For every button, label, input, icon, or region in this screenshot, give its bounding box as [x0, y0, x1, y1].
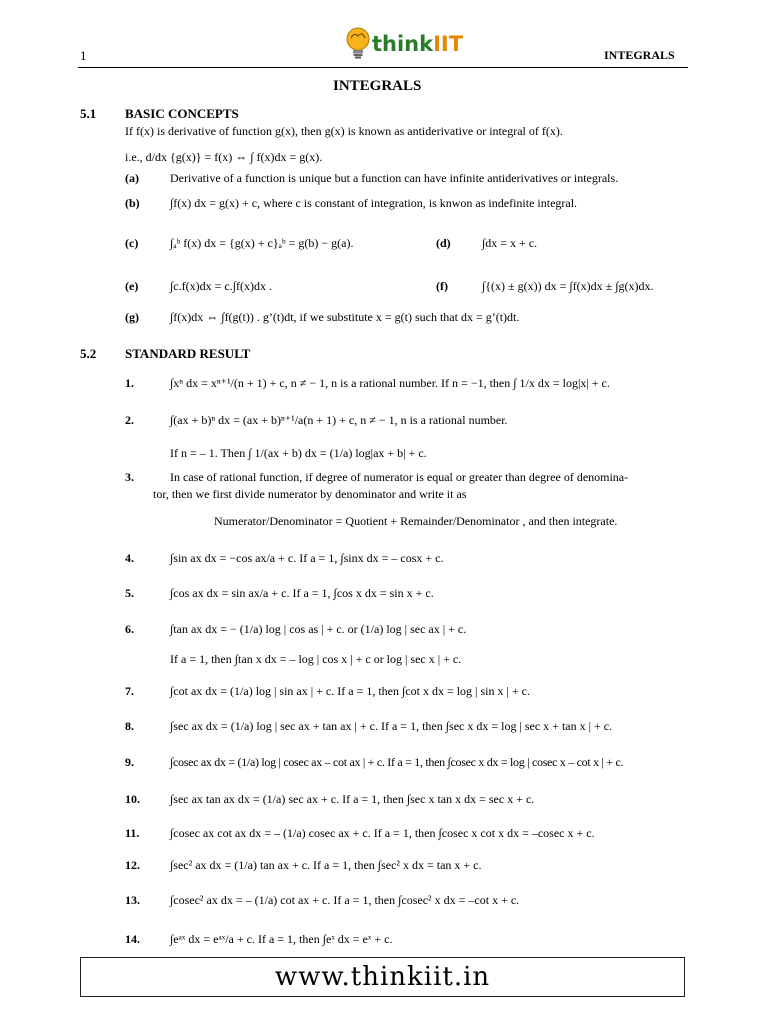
page-number: 1 — [80, 48, 87, 63]
footer-url[interactable]: www.thinkiit.in — [274, 962, 491, 992]
page-title: INTEGRALS — [333, 78, 422, 94]
item-text: ∫ₐᵇ f(x) dx = {g(x) + c}ₐᵇ = g(b) − g(a). — [170, 236, 354, 250]
result-number: 3. — [125, 470, 134, 484]
result-formula: ∫(ax + b)ⁿ dx = (ax + b)ⁿ⁺¹/a(n + 1) + c, n ≠ − 1, n is a rational number. — [170, 413, 508, 427]
result-number: 11. — [125, 826, 140, 840]
result-number: 4. — [125, 551, 134, 565]
item-text: Derivative of a function is unique but a function can have infinite antiderivatives or integrals. — [170, 171, 619, 185]
result-number: 9. — [125, 755, 134, 769]
ie-formula: i.e., d/dx {g(x)} = f(x) ⇔ ∫ f(x)dx = g(x). — [125, 150, 323, 164]
section-title: STANDARD RESULT — [125, 346, 251, 361]
result-number: 10. — [125, 792, 140, 806]
result-number: 2. — [125, 413, 134, 427]
result-formula: ∫cosec ax cot ax dx = – (1/a) cosec ax + c. If a = 1, then ∫cosec x cot x dx = –cosec x + c. — [170, 826, 595, 840]
section-number: 5.2 — [80, 346, 97, 361]
result-formula: ∫sec ax dx = (1/a) log | sec ax + tan ax | + c. If a = 1, then ∫sec x dx = log | sec x + tan x | + c. — [170, 719, 613, 733]
result-number: 8. — [125, 719, 134, 733]
header-divider — [78, 67, 688, 68]
item-label: (g) — [125, 310, 139, 324]
item-label: (d) — [436, 236, 451, 250]
result-formula: ∫cot ax dx = (1/a) log | sin ax | + c. If a = 1, then ∫cot x dx = log | sin x | + c. — [170, 684, 530, 698]
result-formula: ∫sin ax dx = −cos ax/a + c. If a = 1, ∫sinx dx = – cosx + c. — [170, 551, 444, 565]
result-number: 1. — [125, 376, 134, 390]
item-text: ∫f(x)dx ⇔ ∫f(g(t)) . g’(t)dt, if we substitute x = g(t) such that dx = g’(t)dt. — [170, 310, 520, 324]
item-label: (e) — [125, 279, 139, 293]
result-formula: ∫xⁿ dx = xⁿ⁺¹/(n + 1) + c, n ≠ − 1, n is a rational number. If n = −1, then ∫ 1/x dx = log|x| + c. — [170, 376, 610, 390]
result-number: 12. — [125, 858, 140, 872]
result-formula: ∫sec ax tan ax dx = (1/a) sec ax + c. If a = 1, then ∫sec x tan x dx = sec x + c. — [170, 792, 535, 806]
result-number: 5. — [125, 586, 134, 600]
result-number: 6. — [125, 622, 134, 636]
result-text: In case of rational function, if degree of numerator is equal or greater than degree of denomina- — [170, 470, 629, 484]
result-formula: ∫cosec² ax dx = – (1/a) cot ax + c. If a = 1, then ∫cosec² x dx = –cot x + c. — [170, 893, 520, 907]
section-number: 5.1 — [80, 106, 97, 121]
result-formula: ∫cosec ax dx = (1/a) log | cosec ax – cot ax | + c. If a = 1, then ∫cosec x dx = log | cosec x – cot x | + c. — [170, 755, 624, 769]
item-text: ∫c.f(x)dx = c.∫f(x)dx . — [170, 279, 272, 293]
result-formula: If a = 1, then ∫tan x dx = – log | cos x | + c or log | sec x | + c. — [170, 652, 462, 666]
result-number: 7. — [125, 684, 134, 698]
item-label: (f) — [436, 279, 448, 293]
result-formula: Numerator/Denominator = Quotient + Remainder/Denominator , and then integrate. — [214, 514, 618, 528]
result-formula: ∫sec² ax dx = (1/a) tan ax + c. If a = 1, then ∫sec² x dx = tan x + c. — [170, 858, 482, 872]
result-text: tor, then we first divide numerator by denominator and write it as — [153, 487, 467, 501]
result-formula: ∫eᵃˣ dx = eᵃˣ/a + c. If a = 1, then ∫eˣ dx = eˣ + c. — [170, 932, 393, 946]
item-label: (c) — [125, 236, 139, 250]
result-formula: ∫tan ax dx = − (1/a) log | cos as | + c. or (1/a) log | sec ax | + c. — [170, 622, 467, 636]
item-label: (b) — [125, 196, 140, 210]
result-formula: ∫cos ax dx = sin ax/a + c. If a = 1, ∫cos x dx = sin x + c. — [170, 586, 434, 600]
result-formula: If n = – 1. Then ∫ 1/(ax + b) dx = (1/a) log|ax + b| + c. — [170, 446, 427, 460]
header-title: INTEGRALS — [604, 48, 675, 62]
result-number: 13. — [125, 893, 140, 907]
lightbulb-logo-icon — [343, 26, 373, 60]
item-text: ∫{(x) ± g(x)) dx = ∫f(x)dx ± ∫g(x)dx. — [482, 279, 654, 293]
section-intro: If f(x) is derivative of function g(x), then g(x) is known as antiderivative or integral of f(x). — [125, 124, 563, 138]
section-title: BASIC CONCEPTS — [125, 106, 239, 121]
footer-url-box — [80, 957, 685, 997]
item-text: ∫f(x) dx = g(x) + c, where c is constant of integration, is knwon as indefinite integral. — [170, 196, 578, 210]
logo-text: thinkIIT — [372, 32, 464, 56]
result-number: 14. — [125, 932, 140, 946]
item-label: (a) — [125, 171, 139, 185]
item-text: ∫dx = x + c. — [482, 236, 538, 250]
